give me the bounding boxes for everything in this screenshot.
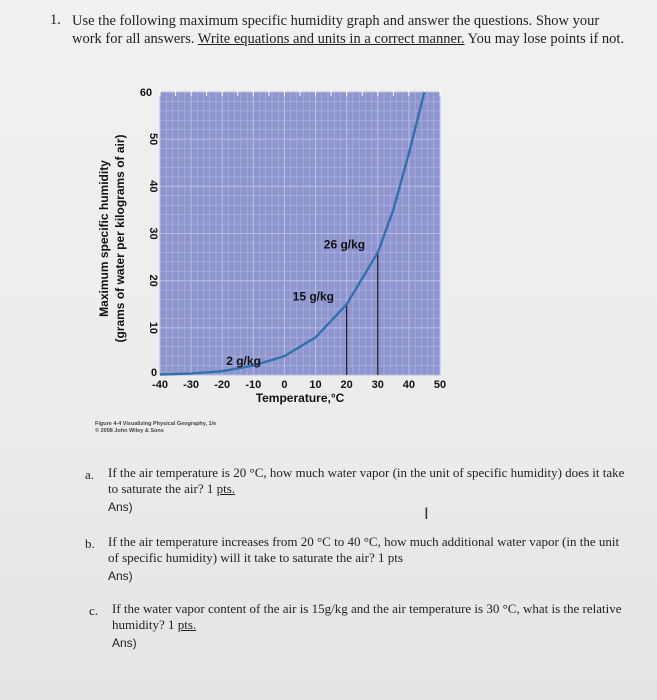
x-tick-label: 40 (402, 379, 416, 391)
y-tick-label: 40 (147, 180, 159, 193)
figure-credit (95, 421, 216, 435)
x-tick-label: 30 (371, 379, 384, 391)
x-tick-label: -20 (214, 379, 231, 391)
humidity-chart-svg (80, 80, 480, 440)
x-tick-label: -10 (245, 379, 262, 391)
part-c-text (112, 601, 622, 633)
question-text (72, 12, 632, 48)
part-a-points: pts. (216, 481, 236, 496)
part-a-text (108, 465, 628, 497)
annotation-15gkg: 15 g/kg (292, 289, 335, 304)
part-c-question: If the water vapor content of the air is 15g/kg and the air temperature is 30 °C, what is the relative humidity? 1 (112, 601, 622, 632)
y-axis-label-line1: Maximum specific humidity (97, 160, 111, 317)
x-tick-label: 10 (309, 379, 322, 391)
figure-credit-line1: Figure 4-4 Visualizing Physical Geography, 1/e (95, 421, 217, 427)
y-tick-label: 30 (147, 227, 159, 240)
x-tick-label: 50 (433, 379, 447, 391)
annotation-26gkg: 26 g/kg (323, 237, 366, 252)
x-tick-label: 20 (340, 379, 353, 391)
x-axis-label: Temperature,°C (255, 391, 345, 405)
part-c-points: pts. (177, 617, 197, 632)
y-tick-label: 50 (147, 133, 159, 146)
y-tick-label: 10 (147, 321, 159, 334)
x-tick-label: -30 (183, 379, 200, 391)
y-tick-label: 60 (139, 87, 153, 99)
question-text-start: Use the following maximum specific humidity graph and answer the questions. Show your work for all answers. (72, 13, 600, 47)
y-tick-label: 0 (150, 367, 158, 379)
part-b-answer-label: Ans) (108, 569, 133, 583)
part-b-letter: b. (85, 536, 95, 551)
part-a-letter: a. (85, 467, 95, 482)
part-a-question: If the air temperature is 20 °C, how much water vapor (in the unit of specific humidity) does it take to saturate the air? 1 (108, 465, 625, 496)
question-text-end: You may lose points if not. (464, 31, 625, 47)
y-axis-label-line2: (grams of water per kilograms of air) (113, 134, 127, 343)
part-a-answer-label: Ans) (108, 500, 133, 514)
humidity-chart (80, 80, 480, 440)
annotation-2gkg: 2 g/kg (226, 354, 261, 368)
part-c-letter: c. (89, 603, 99, 618)
x-tick-label: 0 (281, 379, 288, 391)
question-text-underlined: Write equations and units in a correct manner. (197, 31, 465, 47)
part-b-text (108, 534, 623, 566)
text-cursor-icon: I (424, 504, 429, 523)
question-number: 1. (50, 12, 61, 28)
x-tick-label: -40 (152, 379, 168, 391)
y-tick-label: 20 (147, 274, 159, 287)
part-b-question: If the air temperature increases from 20 °C to 40 °C, how much additional water vapor (in the unit of specific humidity) will it take to saturate the air? 1 pts (108, 534, 620, 565)
figure-credit-line2: © 2008 John Wiley & Sons (95, 428, 164, 434)
part-c-answer-label: Ans) (112, 636, 137, 650)
